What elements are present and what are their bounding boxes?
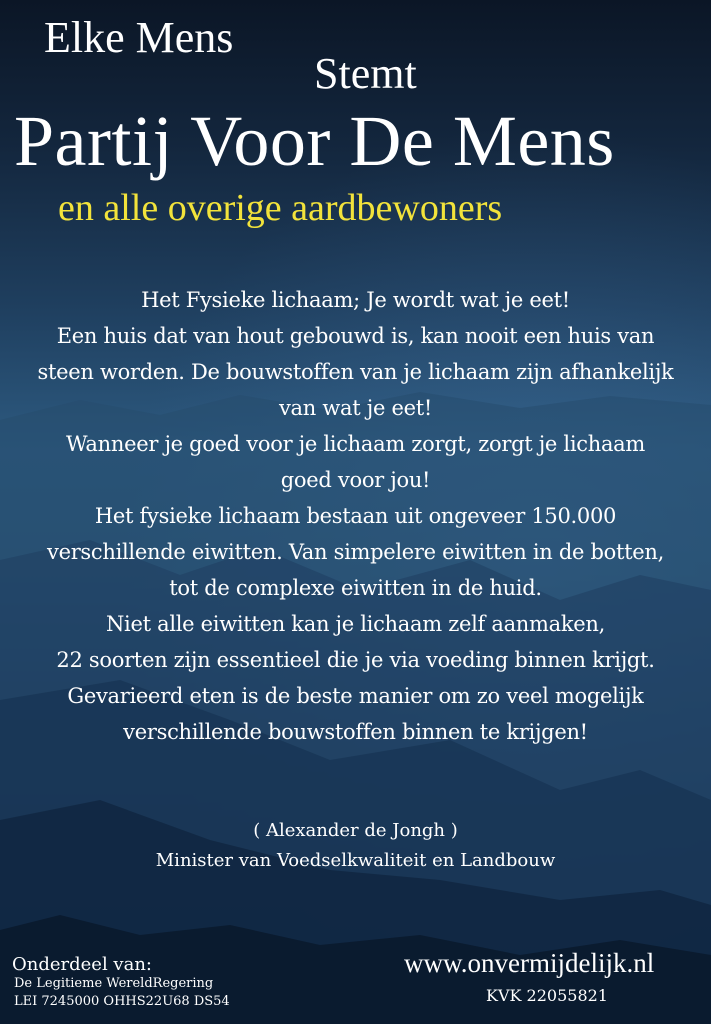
body-text: [0, 282, 711, 750]
body-line: Gevarieerd eten is de beste manier om zo veel mogelijk: [67, 684, 644, 708]
signature-role: Minister van Voedselkwaliteit en Landbouw: [155, 850, 556, 871]
footer-label: Onderdeel van:: [12, 954, 152, 975]
body-line: tot de complexe eiwitten in de huid.: [169, 576, 542, 600]
body-line: Het fysieke lichaam bestaan uit ongeveer 150.000: [94, 504, 617, 528]
signature-author: ( Alexander de Jongh ): [253, 820, 458, 841]
headline-elke-mens: Elke Mens: [44, 13, 234, 62]
body-line: verschillende eiwitten. Van simpelere eiwitten in de botten,: [47, 540, 664, 564]
body-line: goed voor jou!: [280, 468, 431, 492]
footer-organization: De Legitieme WereldRegering: [14, 976, 214, 991]
body-line: 22 soorten zijn essentieel die je via voeding binnen krijgt.: [56, 648, 655, 672]
footer-lei: LEI 7245000 OHHS22U68 DS54: [14, 994, 230, 1009]
footer-kvk: KVK 22055821: [486, 986, 608, 1005]
party-subtitle: en alle overige aardbewoners: [58, 187, 503, 229]
headline-stemt: Stemt: [314, 49, 417, 98]
body-line: Wanneer je goed voor je lichaam zorgt, zorgt je lichaam: [65, 432, 646, 456]
footer-website-link[interactable]: www.onvermijdelijk.nl: [404, 948, 655, 978]
body-line: van wat je eet!: [278, 396, 433, 420]
party-title: Partij Voor De Mens: [14, 101, 615, 181]
body-line: verschillende bouwstoffen binnen te krijgen!: [123, 720, 588, 744]
body-line: Een huis dat van hout gebouwd is, kan nooit een huis van: [56, 324, 655, 348]
body-line: Het Fysieke lichaam; Je wordt wat je eet!: [141, 288, 570, 312]
body-line: steen worden. De bouwstoffen van je lichaam zijn afhankelijk: [37, 360, 674, 384]
body-line: Niet alle eiwitten kan je lichaam zelf aanmaken,: [105, 612, 606, 636]
